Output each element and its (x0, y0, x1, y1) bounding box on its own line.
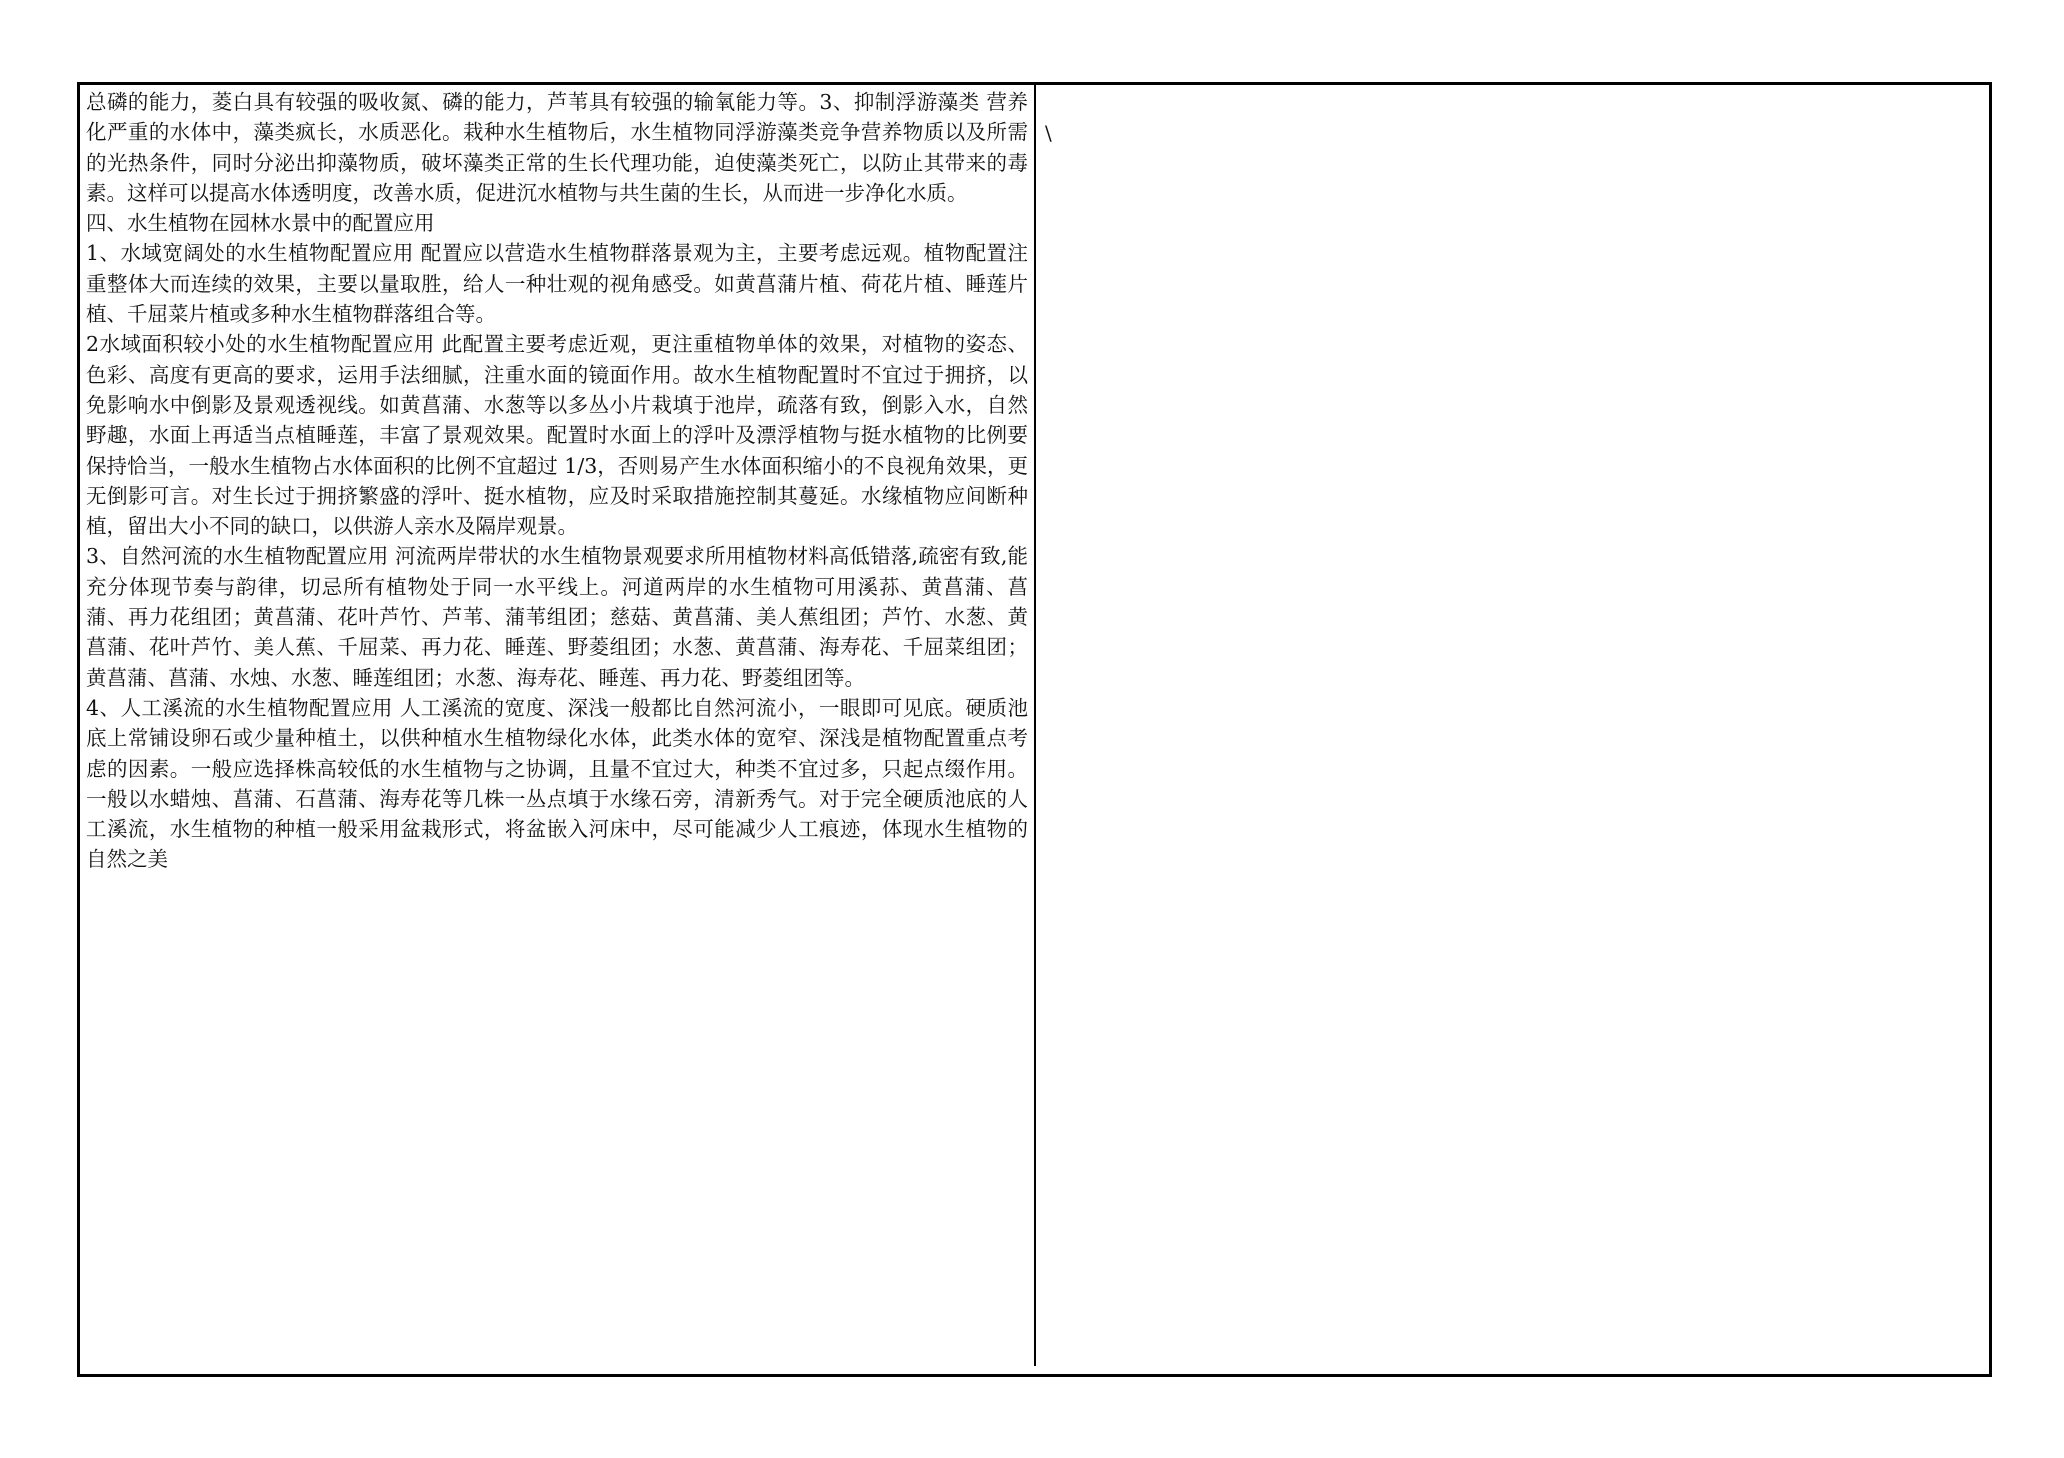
left-column (86, 87, 1028, 875)
paragraph-wide-water: 1、水域宽阔处的水生植物配置应用 配置应以营造水生植物群落景观为主，主要考虑远观。植物配置注重整体大而连续的效果，主要以量取胜，给人一种壮观的视角感受。如黄菖蒲片植、荷花片植、睡莲片植、千屈菜片植或多种水生植物群落组合等。 (86, 241, 1028, 327)
paragraph-small-water: 2水域面积较小处的水生植物配置应用 此配置主要考虑近观，更注重植物单体的效果，对植物的姿态、色彩、高度有更高的要求，运用手法细腻，注重水面的镜面作用。故水生植物配置时不宜过于拥挤，以免影响水中倒影及景观透视线。如黄菖蒲、水葱等以多丛小片栽填于池岸，疏落有致，倒影入水，自然野趣，水面上再适当点植睡莲，丰富了景观效果。配置时水面上的浮叶及漂浮植物与挺水植物的比例要保持恰当，一般水生植物占水体面积的比例不宜超过 1/3，否则易产生水体面积缩小的不良视角效果，更无倒影可言。对生长过于拥挤繁盛的浮叶、挺水植物，应及时采取措施控制其蔓延。水缘植物应间断种植，留出大小不同的缺口，以供游人亲水及隔岸观景。 (86, 332, 1028, 539)
paragraph-intro: 总磷的能力，菱白具有较强的吸收氮、磷的能力，芦苇具有较强的输氧能力等。3、抑制浮游藻类 营养化严重的水体中，藻类疯长，水质恶化。栽种水生植物后，水生植物同浮游藻类竞争营养物质以及所需的光热条件，同时分泌出抑藻物质，破坏藻类正常的生长代理功能，迫使藻类死亡，以防止其带来的毒素。这样可以提高水体透明度，改善水质，促进沉水植物与共生菌的生长，从而进一步净化水质。 (86, 90, 1028, 205)
section-heading: 四、水生植物在园林水景中的配置应用 (86, 211, 435, 236)
paragraph-artificial-stream: 4、人工溪流的水生植物配置应用 人工溪流的宽度、深浅一般都比自然河流小，一眼即可见底。硬质池底上常铺设卵石或少量种植土，以供种植水生植物绿化水体，此类水体的宽窄、深浅是植物配置重点考虑的因素。一般应选择株高较低的水生植物与之协调，且量不宜过大，种类不宜过多，只起点缀作用。一般以水蜡烛、菖蒲、石菖蒲、海寿花等几株一丛点填于水缘石旁，清新秀气。对于完全硬质池底的人工溪流，水生植物的种植一般采用盆栽形式，将盆嵌入河床中，尽可能减少人工痕迹，体现水生植物的自然之美 (86, 695, 1028, 872)
paragraph-natural-river: 3、自然河流的水生植物配置应用 河流两岸带状的水生植物景观要求所用植物材料高低错落,疏密有致,能充分体现节奏与韵律，切忌所有植物处于同一水平线上。河道两岸的水生植物可用溪荪、黄菖蒲、菖蒲、再力花组团；黄菖蒲、花叶芦竹、芦苇、蒲苇组团；慈菇、黄菖蒲、美人蕉组团；芦竹、水葱、黄菖蒲、花叶芦竹、美人蕉、千屈菜、再力花、睡莲、野菱组团；水葱、黄菖蒲、海寿花、千屈菜组团；黄菖蒲、菖蒲、水烛、水葱、睡莲组团；水葱、海寿花、睡莲、再力花、野菱组团等。 (86, 544, 1028, 690)
column-divider (1034, 82, 1036, 1366)
right-column (1045, 118, 1975, 148)
backslash-mark: \ (1045, 121, 1052, 145)
